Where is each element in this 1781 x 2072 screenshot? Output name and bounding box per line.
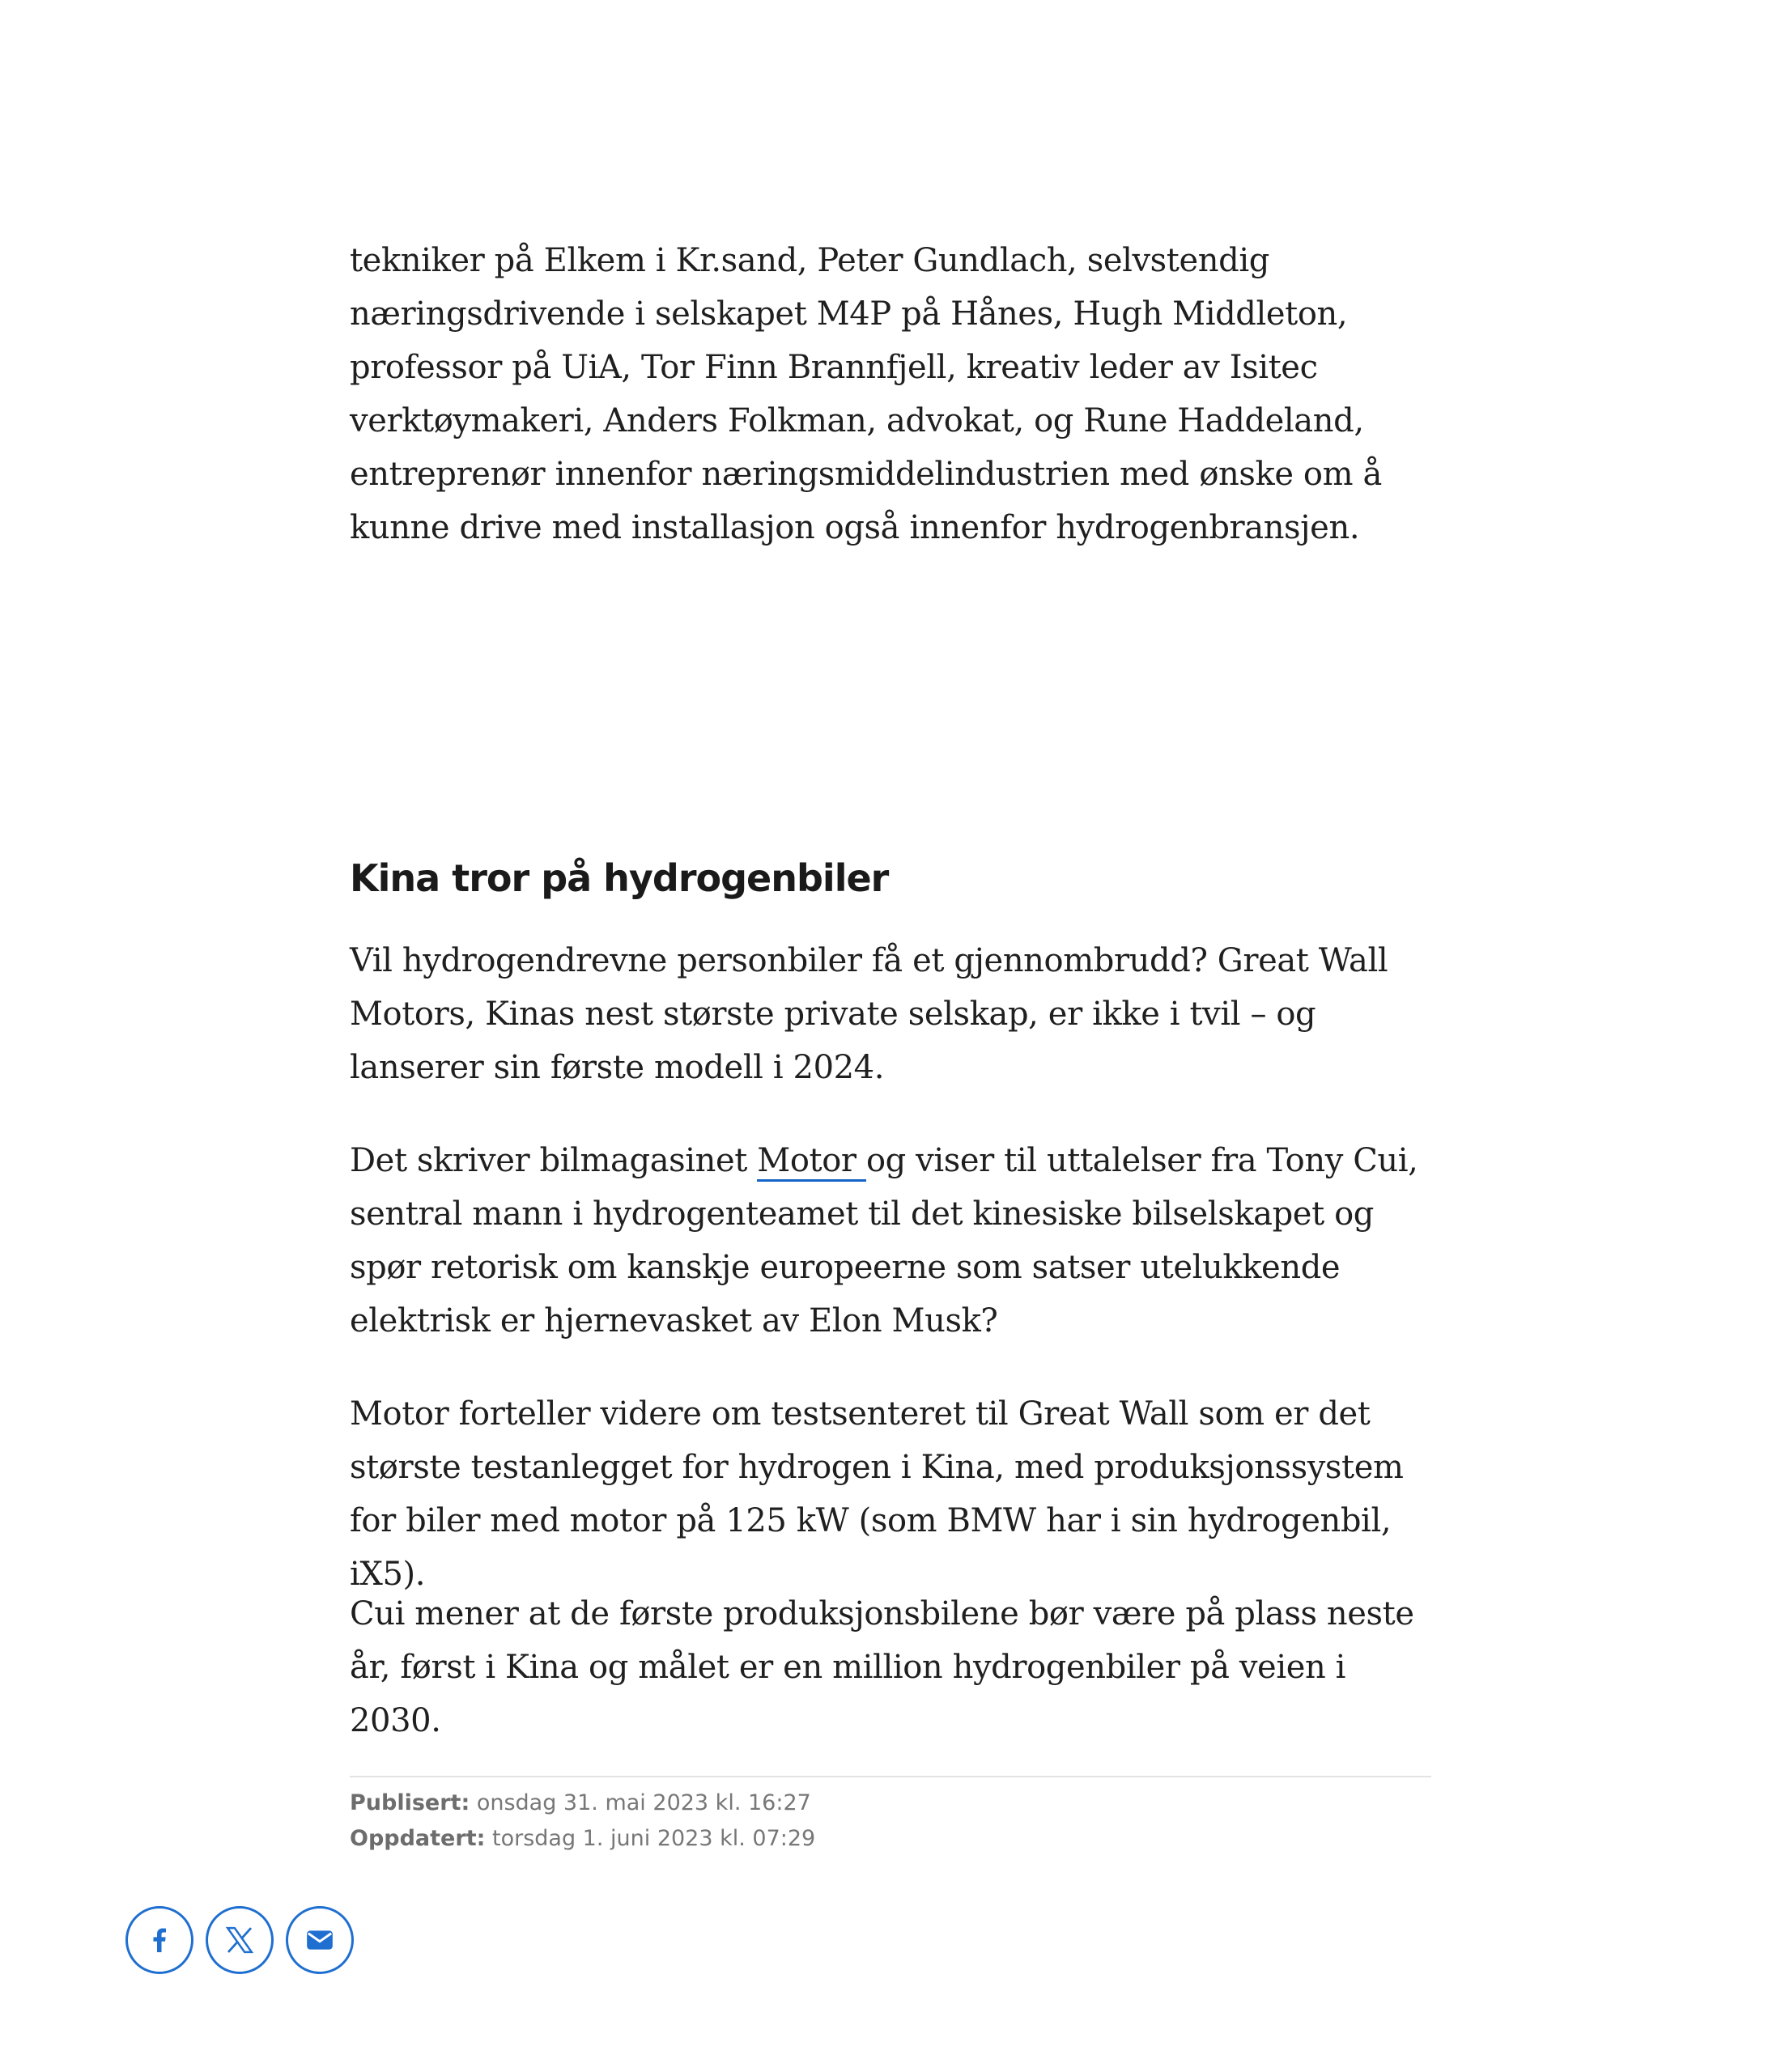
paragraph: Cui mener at de første produksjonsbilene bør være på plass neste år, først i Kina og målet er en million hydrogenbiler på veien i 2030. (350, 1595, 1414, 1739)
intro-paragraph: tekniker på Elkem i Kr.sand, Peter Gundlach, selvstendig næringsdrivende i selskapet M4P på Hånes, Hugh Middleton, professor på UiA, Tor Finn Brannfjell, kreativ leder av Isitec verktøymakeri, Anders Folkman, advokat, og Rune Haddeland, entreprenør innenfor næringsmiddelindustrien med ønske om å kunne drive med installasjon også innenfor hydrogenbransjen. (350, 242, 1382, 546)
section-heading: Kina tror på hydrogenbiler (350, 856, 889, 900)
published-label: Publisert: (350, 1790, 470, 1815)
published-value: onsdag 31. mai 2023 kl. 16:27 (470, 1790, 811, 1815)
divider (350, 1776, 1431, 1777)
paragraph: Motor forteller videre om testsenteret til Great Wall som er det største testanlegget for hydrogen i Kina, med produksjonssystem for biler med motor på 125 kW (som BMW har i sin hydrogenbil, iX5). (350, 1395, 1404, 1593)
share-bar (125, 1906, 354, 1974)
motor-link[interactable]: Motor (757, 1142, 866, 1182)
updated-label: Oppdatert: (350, 1826, 486, 1851)
published-date (350, 1790, 811, 1815)
paragraph-with-link (350, 1134, 1435, 1348)
share-email-button[interactable] (286, 1906, 354, 1974)
paragraph-text: Det skriver bilmagasinet (350, 1142, 758, 1179)
x-icon (223, 1923, 257, 1957)
paragraph-text: og viser til uttalelser fra Tony Cui, sentral mann i hydrogenteamet til det kinesiske bilselskapet og spør retorisk om kanskje europeerne som satser utelukkende elektrisk er hjernevasket av Elon Musk? (350, 1142, 1418, 1340)
facebook-icon (143, 1924, 176, 1956)
email-icon (304, 1924, 336, 1956)
updated-value: torsdag 1. juni 2023 kl. 07:29 (485, 1826, 816, 1851)
paragraph: Vil hydrogendrevne personbiler få et gjennombrudd? Great Wall Motors, Kinas nest største private selskap, er ikke i tvil – og lanserer sin første modell i 2024. (350, 942, 1388, 1086)
share-x-button[interactable] (206, 1906, 274, 1974)
share-facebook-button[interactable] (125, 1906, 193, 1974)
updated-date (350, 1826, 815, 1851)
